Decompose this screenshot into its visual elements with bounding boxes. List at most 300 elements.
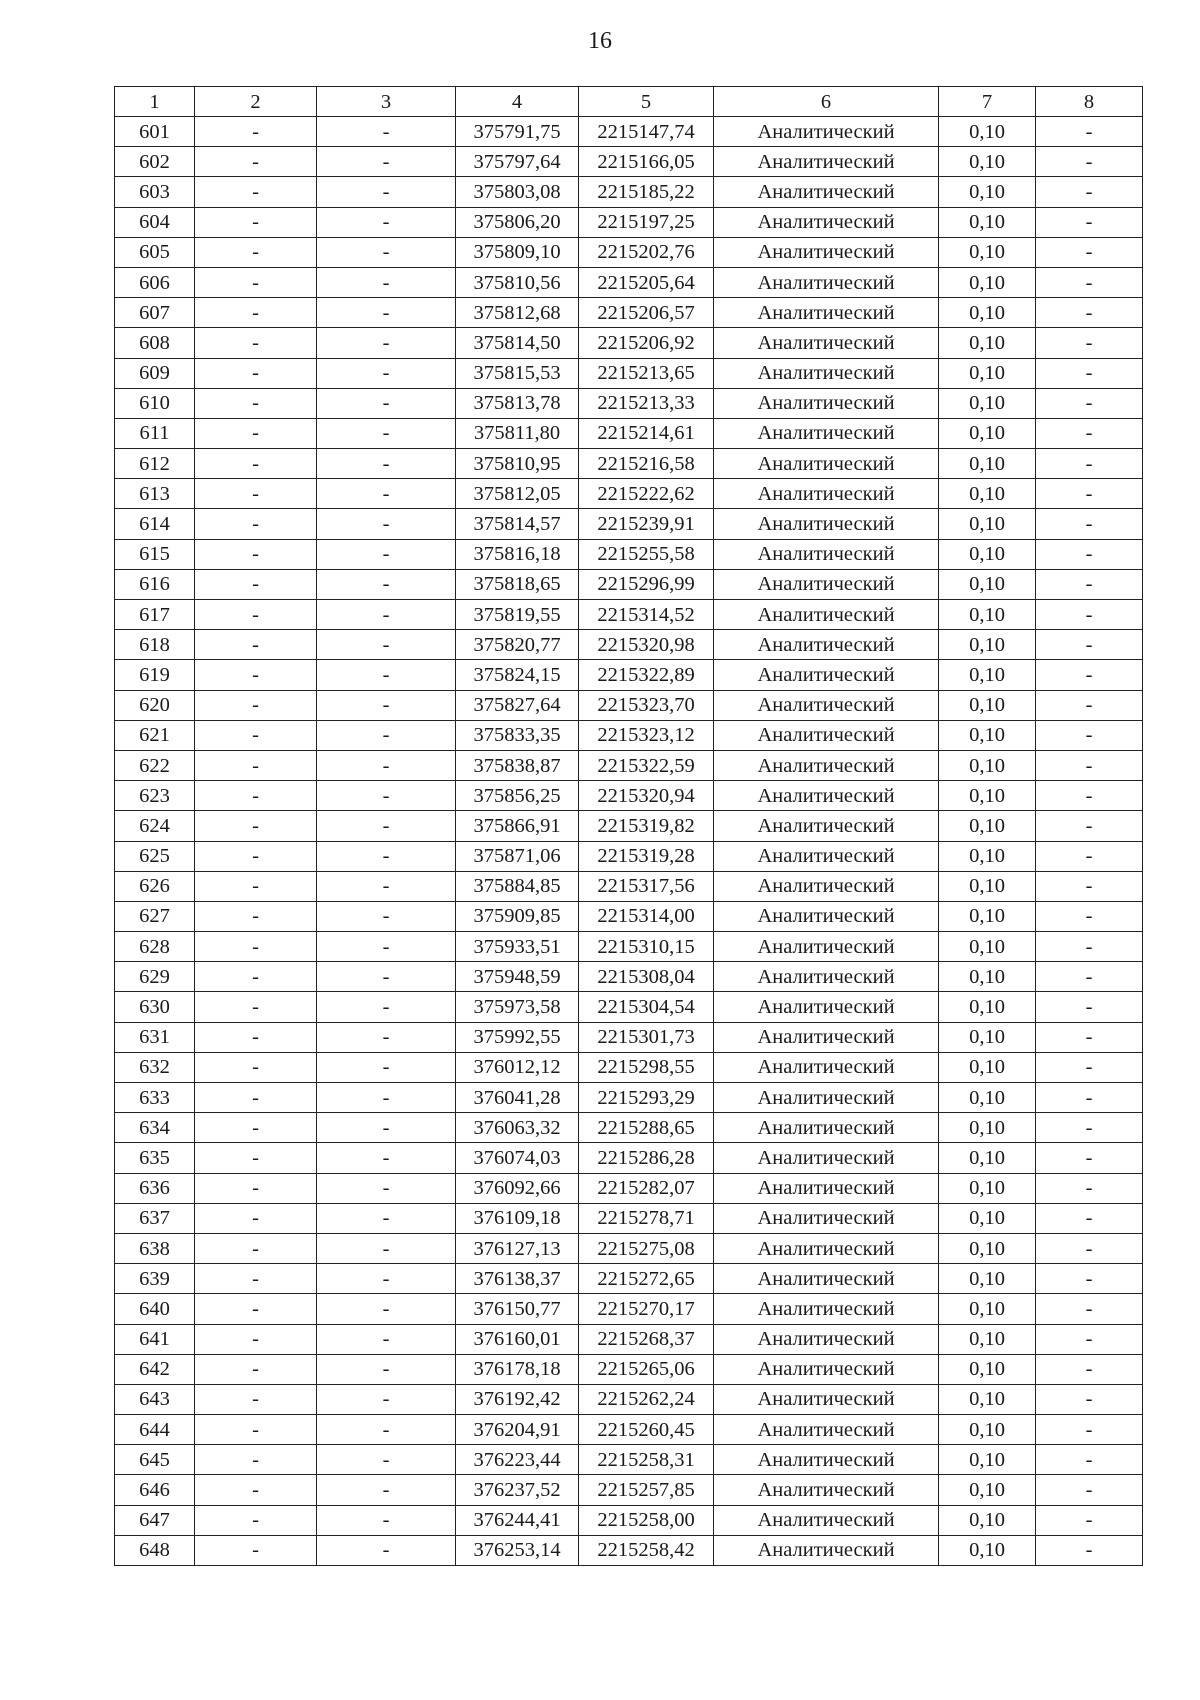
point-number-cell: 614: [115, 509, 195, 539]
method-cell: Аналитический: [714, 992, 939, 1022]
x-coordinate-cell: 376063,32: [456, 1113, 579, 1143]
y-coordinate-cell: 2215308,04: [579, 962, 714, 992]
accuracy-cell: 0,10: [939, 600, 1036, 630]
point-number-cell: 625: [115, 841, 195, 871]
y-coordinate-cell: 2215205,64: [579, 267, 714, 297]
col-8-cell: -: [1036, 1294, 1143, 1324]
col-8-cell: -: [1036, 147, 1143, 177]
col-8-cell: -: [1036, 781, 1143, 811]
y-coordinate-cell: 2215222,62: [579, 479, 714, 509]
x-coordinate-cell: 375797,64: [456, 147, 579, 177]
col-3-cell: -: [317, 1022, 456, 1052]
table-row: [115, 418, 1143, 448]
y-coordinate-cell: 2215322,89: [579, 660, 714, 690]
col-8-cell: -: [1036, 1475, 1143, 1505]
table-row: [115, 177, 1143, 207]
table-header: [115, 87, 1143, 117]
point-number-cell: 605: [115, 237, 195, 267]
point-number-cell: 647: [115, 1505, 195, 1535]
method-cell: Аналитический: [714, 1233, 939, 1263]
col-3-cell: -: [317, 901, 456, 931]
method-cell: Аналитический: [714, 147, 939, 177]
y-coordinate-cell: 2215298,55: [579, 1052, 714, 1082]
col-8-cell: -: [1036, 811, 1143, 841]
col-8-cell: -: [1036, 1052, 1143, 1082]
y-coordinate-cell: 2215319,28: [579, 841, 714, 871]
point-number-cell: 643: [115, 1384, 195, 1414]
col-3-cell: -: [317, 267, 456, 297]
col-3-cell: -: [317, 1505, 456, 1535]
col-8-cell: -: [1036, 418, 1143, 448]
y-coordinate-cell: 2215213,65: [579, 358, 714, 388]
col-3-cell: -: [317, 207, 456, 237]
col-3-cell: -: [317, 509, 456, 539]
accuracy-cell: 0,10: [939, 298, 1036, 328]
col-2-cell: -: [195, 418, 317, 448]
col-3-cell: -: [317, 1173, 456, 1203]
table-row: [115, 298, 1143, 328]
method-cell: Аналитический: [714, 690, 939, 720]
x-coordinate-cell: 375791,75: [456, 117, 579, 147]
col-8-cell: -: [1036, 207, 1143, 237]
col-2-cell: -: [195, 1233, 317, 1263]
table-row: [115, 569, 1143, 599]
y-coordinate-cell: 2215320,98: [579, 630, 714, 660]
col-2-cell: -: [195, 600, 317, 630]
table-row: [115, 871, 1143, 901]
x-coordinate-cell: 376074,03: [456, 1143, 579, 1173]
y-coordinate-cell: 2215206,92: [579, 328, 714, 358]
x-coordinate-cell: 375973,58: [456, 992, 579, 1022]
col-3-cell: -: [317, 177, 456, 207]
method-cell: Аналитический: [714, 660, 939, 690]
x-coordinate-cell: 375833,35: [456, 720, 579, 750]
table-row: [115, 147, 1143, 177]
table-row: [115, 1203, 1143, 1233]
col-2-cell: -: [195, 690, 317, 720]
point-number-cell: 642: [115, 1354, 195, 1384]
x-coordinate-cell: 375818,65: [456, 569, 579, 599]
table-row: [115, 358, 1143, 388]
method-cell: Аналитический: [714, 1294, 939, 1324]
point-number-cell: 602: [115, 147, 195, 177]
table-row: [115, 1415, 1143, 1445]
col-8-cell: -: [1036, 1233, 1143, 1263]
col-2-cell: -: [195, 449, 317, 479]
y-coordinate-cell: 2215239,91: [579, 509, 714, 539]
col-3-cell: -: [317, 539, 456, 569]
y-coordinate-cell: 2215166,05: [579, 147, 714, 177]
y-coordinate-cell: 2215314,00: [579, 901, 714, 931]
accuracy-cell: 0,10: [939, 479, 1036, 509]
col-2-cell: -: [195, 630, 317, 660]
col-8-cell: -: [1036, 1505, 1143, 1535]
point-number-cell: 612: [115, 449, 195, 479]
table-row: [115, 117, 1143, 147]
accuracy-cell: 0,10: [939, 871, 1036, 901]
table-row: [115, 901, 1143, 931]
col-2-cell: -: [195, 811, 317, 841]
x-coordinate-cell: 376223,44: [456, 1445, 579, 1475]
col-3-cell: -: [317, 811, 456, 841]
method-cell: Аналитический: [714, 267, 939, 297]
point-number-cell: 609: [115, 358, 195, 388]
point-number-cell: 611: [115, 418, 195, 448]
col-8-cell: -: [1036, 117, 1143, 147]
accuracy-cell: 0,10: [939, 1083, 1036, 1113]
accuracy-cell: 0,10: [939, 1052, 1036, 1082]
col-2-cell: -: [195, 660, 317, 690]
method-cell: Аналитический: [714, 1535, 939, 1565]
col-8-cell: -: [1036, 177, 1143, 207]
point-number-cell: 634: [115, 1113, 195, 1143]
table-row: [115, 962, 1143, 992]
method-cell: Аналитический: [714, 1022, 939, 1052]
y-coordinate-cell: 2215258,42: [579, 1535, 714, 1565]
col-2-cell: -: [195, 388, 317, 418]
point-number-cell: 637: [115, 1203, 195, 1233]
x-coordinate-cell: 375933,51: [456, 932, 579, 962]
point-number-cell: 640: [115, 1294, 195, 1324]
method-cell: Аналитический: [714, 871, 939, 901]
point-number-cell: 623: [115, 781, 195, 811]
point-number-cell: 635: [115, 1143, 195, 1173]
accuracy-cell: 0,10: [939, 992, 1036, 1022]
column-header-4: 4: [456, 87, 579, 117]
col-8-cell: -: [1036, 1384, 1143, 1414]
method-cell: Аналитический: [714, 539, 939, 569]
x-coordinate-cell: 376237,52: [456, 1475, 579, 1505]
col-2-cell: -: [195, 298, 317, 328]
col-3-cell: -: [317, 1113, 456, 1143]
method-cell: Аналитический: [714, 1415, 939, 1445]
col-2-cell: -: [195, 1203, 317, 1233]
table-row: [115, 781, 1143, 811]
point-number-cell: 606: [115, 267, 195, 297]
col-2-cell: -: [195, 237, 317, 267]
x-coordinate-cell: 376092,66: [456, 1173, 579, 1203]
point-number-cell: 629: [115, 962, 195, 992]
col-3-cell: -: [317, 1052, 456, 1082]
x-coordinate-cell: 375810,56: [456, 267, 579, 297]
point-number-cell: 604: [115, 207, 195, 237]
x-coordinate-cell: 376192,42: [456, 1384, 579, 1414]
x-coordinate-cell: 375909,85: [456, 901, 579, 931]
table-row: [115, 237, 1143, 267]
col-8-cell: -: [1036, 358, 1143, 388]
accuracy-cell: 0,10: [939, 1233, 1036, 1263]
accuracy-cell: 0,10: [939, 1264, 1036, 1294]
col-3-cell: -: [317, 720, 456, 750]
accuracy-cell: 0,10: [939, 328, 1036, 358]
col-3-cell: -: [317, 841, 456, 871]
col-3-cell: -: [317, 449, 456, 479]
col-8-cell: -: [1036, 660, 1143, 690]
y-coordinate-cell: 2215275,08: [579, 1233, 714, 1263]
table-row: [115, 1445, 1143, 1475]
column-header-2: 2: [195, 87, 317, 117]
x-coordinate-cell: 375827,64: [456, 690, 579, 720]
accuracy-cell: 0,10: [939, 1173, 1036, 1203]
method-cell: Аналитический: [714, 1324, 939, 1354]
accuracy-cell: 0,10: [939, 418, 1036, 448]
col-2-cell: -: [195, 147, 317, 177]
point-number-cell: 610: [115, 388, 195, 418]
method-cell: Аналитический: [714, 1083, 939, 1113]
method-cell: Аналитический: [714, 1505, 939, 1535]
col-2-cell: -: [195, 267, 317, 297]
point-number-cell: 626: [115, 871, 195, 901]
col-2-cell: -: [195, 1022, 317, 1052]
accuracy-cell: 0,10: [939, 1384, 1036, 1414]
method-cell: Аналитический: [714, 1113, 939, 1143]
col-3-cell: -: [317, 388, 456, 418]
x-coordinate-cell: 375819,55: [456, 600, 579, 630]
method-cell: Аналитический: [714, 1445, 939, 1475]
col-2-cell: -: [195, 1415, 317, 1445]
x-coordinate-cell: 375812,68: [456, 298, 579, 328]
col-8-cell: -: [1036, 992, 1143, 1022]
y-coordinate-cell: 2215216,58: [579, 449, 714, 479]
accuracy-cell: 0,10: [939, 841, 1036, 871]
col-2-cell: -: [195, 1294, 317, 1324]
point-number-cell: 607: [115, 298, 195, 328]
table-row: [115, 660, 1143, 690]
col-8-cell: -: [1036, 1022, 1143, 1052]
col-3-cell: -: [317, 237, 456, 267]
col-2-cell: -: [195, 569, 317, 599]
accuracy-cell: 0,10: [939, 750, 1036, 780]
point-number-cell: 648: [115, 1535, 195, 1565]
col-2-cell: -: [195, 1535, 317, 1565]
x-coordinate-cell: 375838,87: [456, 750, 579, 780]
method-cell: Аналитический: [714, 388, 939, 418]
method-cell: Аналитический: [714, 720, 939, 750]
table-row: [115, 1264, 1143, 1294]
accuracy-cell: 0,10: [939, 509, 1036, 539]
col-2-cell: -: [195, 358, 317, 388]
y-coordinate-cell: 2215255,58: [579, 539, 714, 569]
table-row: [115, 630, 1143, 660]
x-coordinate-cell: 376244,41: [456, 1505, 579, 1535]
col-3-cell: -: [317, 117, 456, 147]
col-3-cell: -: [317, 600, 456, 630]
x-coordinate-cell: 375824,15: [456, 660, 579, 690]
col-2-cell: -: [195, 539, 317, 569]
method-cell: Аналитический: [714, 1354, 939, 1384]
method-cell: Аналитический: [714, 1264, 939, 1294]
method-cell: Аналитический: [714, 298, 939, 328]
y-coordinate-cell: 2215286,28: [579, 1143, 714, 1173]
col-2-cell: -: [195, 1052, 317, 1082]
point-number-cell: 628: [115, 932, 195, 962]
accuracy-cell: 0,10: [939, 539, 1036, 569]
col-8-cell: -: [1036, 962, 1143, 992]
col-8-cell: -: [1036, 1173, 1143, 1203]
col-3-cell: -: [317, 569, 456, 599]
col-2-cell: -: [195, 871, 317, 901]
y-coordinate-cell: 2215320,94: [579, 781, 714, 811]
table-row: [115, 1384, 1143, 1414]
table-row: [115, 1475, 1143, 1505]
y-coordinate-cell: 2215260,45: [579, 1415, 714, 1445]
point-number-cell: 624: [115, 811, 195, 841]
col-3-cell: -: [317, 630, 456, 660]
col-3-cell: -: [317, 1354, 456, 1384]
x-coordinate-cell: 375812,05: [456, 479, 579, 509]
col-3-cell: -: [317, 871, 456, 901]
x-coordinate-cell: 376178,18: [456, 1354, 579, 1384]
table-row: [115, 1113, 1143, 1143]
point-number-cell: 601: [115, 117, 195, 147]
col-2-cell: -: [195, 750, 317, 780]
col-3-cell: -: [317, 660, 456, 690]
col-8-cell: -: [1036, 750, 1143, 780]
method-cell: Аналитический: [714, 207, 939, 237]
table-row: [115, 479, 1143, 509]
accuracy-cell: 0,10: [939, 358, 1036, 388]
table-row: [115, 992, 1143, 1022]
col-8-cell: -: [1036, 1113, 1143, 1143]
table-row: [115, 1294, 1143, 1324]
y-coordinate-cell: 2215314,52: [579, 600, 714, 630]
y-coordinate-cell: 2215265,06: [579, 1354, 714, 1384]
col-8-cell: -: [1036, 1535, 1143, 1565]
col-2-cell: -: [195, 932, 317, 962]
col-8-cell: -: [1036, 267, 1143, 297]
coordinates-table: [114, 86, 1143, 1566]
col-8-cell: -: [1036, 720, 1143, 750]
col-8-cell: -: [1036, 237, 1143, 267]
col-8-cell: -: [1036, 630, 1143, 660]
col-8-cell: -: [1036, 841, 1143, 871]
x-coordinate-cell: 376127,13: [456, 1233, 579, 1263]
x-coordinate-cell: 375809,10: [456, 237, 579, 267]
accuracy-cell: 0,10: [939, 901, 1036, 931]
col-3-cell: -: [317, 781, 456, 811]
x-coordinate-cell: 375884,85: [456, 871, 579, 901]
y-coordinate-cell: 2215282,07: [579, 1173, 714, 1203]
table-row: [115, 720, 1143, 750]
y-coordinate-cell: 2215304,54: [579, 992, 714, 1022]
table-row: [115, 750, 1143, 780]
table-row: [115, 1535, 1143, 1565]
col-3-cell: -: [317, 1415, 456, 1445]
point-number-cell: 645: [115, 1445, 195, 1475]
col-8-cell: -: [1036, 1415, 1143, 1445]
col-2-cell: -: [195, 117, 317, 147]
accuracy-cell: 0,10: [939, 1445, 1036, 1475]
col-2-cell: -: [195, 1445, 317, 1475]
col-3-cell: -: [317, 992, 456, 1022]
point-number-cell: 621: [115, 720, 195, 750]
x-coordinate-cell: 375815,53: [456, 358, 579, 388]
point-number-cell: 608: [115, 328, 195, 358]
method-cell: Аналитический: [714, 1384, 939, 1414]
table-row: [115, 539, 1143, 569]
accuracy-cell: 0,10: [939, 147, 1036, 177]
col-8-cell: -: [1036, 690, 1143, 720]
x-coordinate-cell: 375816,18: [456, 539, 579, 569]
y-coordinate-cell: 2215293,29: [579, 1083, 714, 1113]
x-coordinate-cell: 376138,37: [456, 1264, 579, 1294]
col-8-cell: -: [1036, 569, 1143, 599]
method-cell: Аналитический: [714, 1143, 939, 1173]
accuracy-cell: 0,10: [939, 1535, 1036, 1565]
table-row: [115, 509, 1143, 539]
col-3-cell: -: [317, 358, 456, 388]
accuracy-cell: 0,10: [939, 1143, 1036, 1173]
x-coordinate-cell: 375992,55: [456, 1022, 579, 1052]
point-number-cell: 615: [115, 539, 195, 569]
method-cell: Аналитический: [714, 901, 939, 931]
method-cell: Аналитический: [714, 117, 939, 147]
col-8-cell: -: [1036, 479, 1143, 509]
accuracy-cell: 0,10: [939, 1294, 1036, 1324]
col-2-cell: -: [195, 720, 317, 750]
accuracy-cell: 0,10: [939, 690, 1036, 720]
method-cell: Аналитический: [714, 509, 939, 539]
table-row: [115, 811, 1143, 841]
point-number-cell: 620: [115, 690, 195, 720]
method-cell: Аналитический: [714, 1203, 939, 1233]
method-cell: Аналитический: [714, 569, 939, 599]
y-coordinate-cell: 2215323,70: [579, 690, 714, 720]
table-row: [115, 449, 1143, 479]
col-3-cell: -: [317, 1475, 456, 1505]
accuracy-cell: 0,10: [939, 237, 1036, 267]
point-number-cell: 603: [115, 177, 195, 207]
col-2-cell: -: [195, 1475, 317, 1505]
y-coordinate-cell: 2215317,56: [579, 871, 714, 901]
table-row: [115, 1022, 1143, 1052]
table-row: [115, 328, 1143, 358]
point-number-cell: 644: [115, 1415, 195, 1445]
method-cell: Аналитический: [714, 328, 939, 358]
x-coordinate-cell: 376012,12: [456, 1052, 579, 1082]
x-coordinate-cell: 375871,06: [456, 841, 579, 871]
table-row: [115, 690, 1143, 720]
method-cell: Аналитический: [714, 1173, 939, 1203]
x-coordinate-cell: 375806,20: [456, 207, 579, 237]
table-row: [115, 600, 1143, 630]
col-8-cell: -: [1036, 449, 1143, 479]
table-row: [115, 932, 1143, 962]
x-coordinate-cell: 375811,80: [456, 418, 579, 448]
col-8-cell: -: [1036, 901, 1143, 931]
col-2-cell: -: [195, 509, 317, 539]
col-2-cell: -: [195, 328, 317, 358]
col-3-cell: -: [317, 1143, 456, 1173]
table-row: [115, 1173, 1143, 1203]
accuracy-cell: 0,10: [939, 1475, 1036, 1505]
x-coordinate-cell: 375803,08: [456, 177, 579, 207]
table-row: [115, 267, 1143, 297]
method-cell: Аналитический: [714, 781, 939, 811]
y-coordinate-cell: 2215185,22: [579, 177, 714, 207]
method-cell: Аналитический: [714, 418, 939, 448]
method-cell: Аналитический: [714, 479, 939, 509]
method-cell: Аналитический: [714, 962, 939, 992]
point-number-cell: 627: [115, 901, 195, 931]
col-3-cell: -: [317, 418, 456, 448]
col-8-cell: -: [1036, 1203, 1143, 1233]
col-2-cell: -: [195, 901, 317, 931]
col-8-cell: -: [1036, 539, 1143, 569]
col-3-cell: -: [317, 962, 456, 992]
y-coordinate-cell: 2215262,24: [579, 1384, 714, 1414]
point-number-cell: 641: [115, 1324, 195, 1354]
